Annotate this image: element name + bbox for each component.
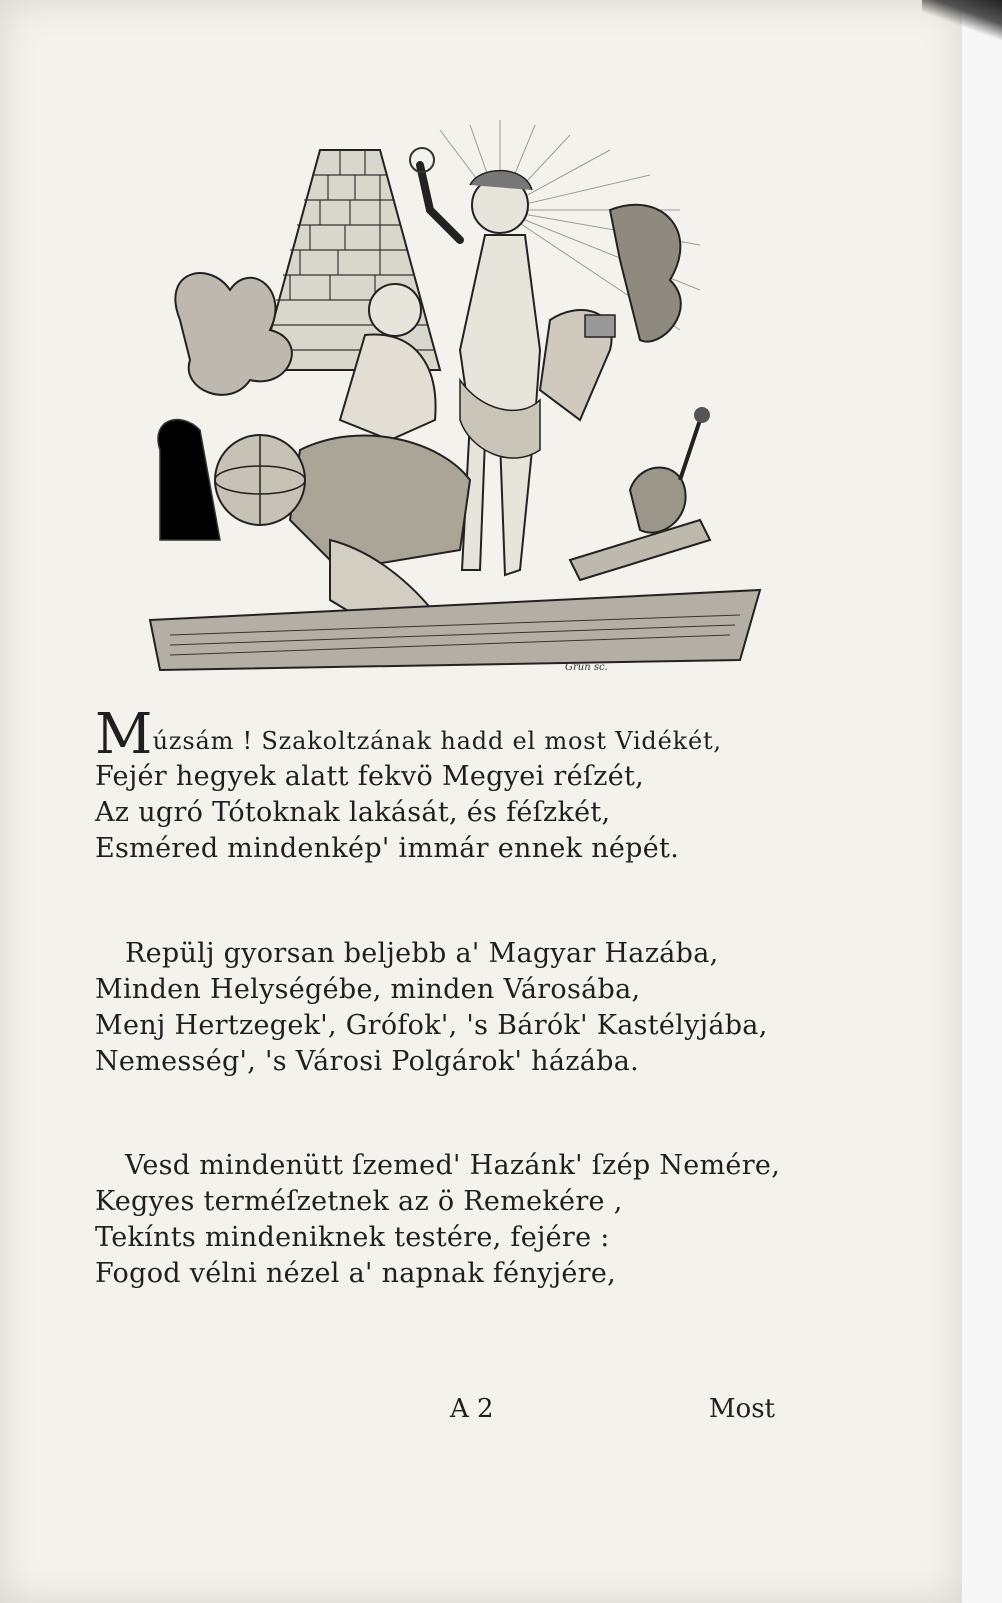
stanza-2-line-4: Nemesség', 's Városi Polgárok' házába. [95, 1046, 640, 1077]
ground-base [150, 590, 760, 670]
stanza-1-line-2: Fejér hegyek alatt fekvö Megyei réſzét, [95, 761, 645, 792]
globe [215, 435, 305, 525]
lyre [540, 310, 615, 420]
stanza-3-line-2: Kegyes terméſzetnek az ö Remekére , [95, 1186, 623, 1217]
stanza-1 [95, 702, 855, 867]
drop-cap: M [95, 702, 153, 767]
page-footer [95, 1394, 775, 1434]
corner-fold [922, 0, 1002, 40]
vignette-illustration [140, 120, 780, 690]
stanza-2 [95, 936, 855, 1080]
violin-and-horn [570, 407, 710, 580]
signature-mark: A 2 [450, 1394, 494, 1424]
catchword: Most [708, 1394, 775, 1424]
engraver-signature: Grun sc. [565, 662, 608, 673]
stanza-2-line-3: Menj Hertzegek', Grófok', 's Bárók' Kastélyjába, [95, 1010, 768, 1041]
stanza-2-line-2: Minden Helységébe, minden Városába, [95, 974, 641, 1005]
first-line-text: úzsám ! Szakoltzának hadd el most Vidékét, [152, 727, 722, 755]
stanza-3-line-4: Fogod vélni nézel a' napnak fényjére, [95, 1258, 617, 1289]
stanza-1-line-4: Esméred mindenkép' immár ennek népét. [95, 833, 680, 864]
stanza-3-line-3: Tekínts mindeniknek testére, fejére : [95, 1222, 610, 1253]
page-edge [962, 0, 1002, 1603]
stanza-2-line-1: Repülj gyorsan beljebb a' Magyar Hazába, [125, 938, 719, 969]
grass-left [158, 420, 220, 540]
foliage-left [175, 273, 291, 395]
brick-tower [260, 150, 440, 370]
drapery-right [610, 205, 681, 342]
engraved-vignette [140, 120, 780, 690]
stanza-1-line-1 [95, 702, 855, 767]
stanza-3 [95, 1148, 855, 1292]
stanza-3-line-1: Vesd mindenütt ſzemed' Hazánk' ſzép Nemére, [125, 1150, 781, 1181]
stanza-1-line-3: Az ugró Tótoknak lakását, és féſzkét, [95, 797, 611, 828]
